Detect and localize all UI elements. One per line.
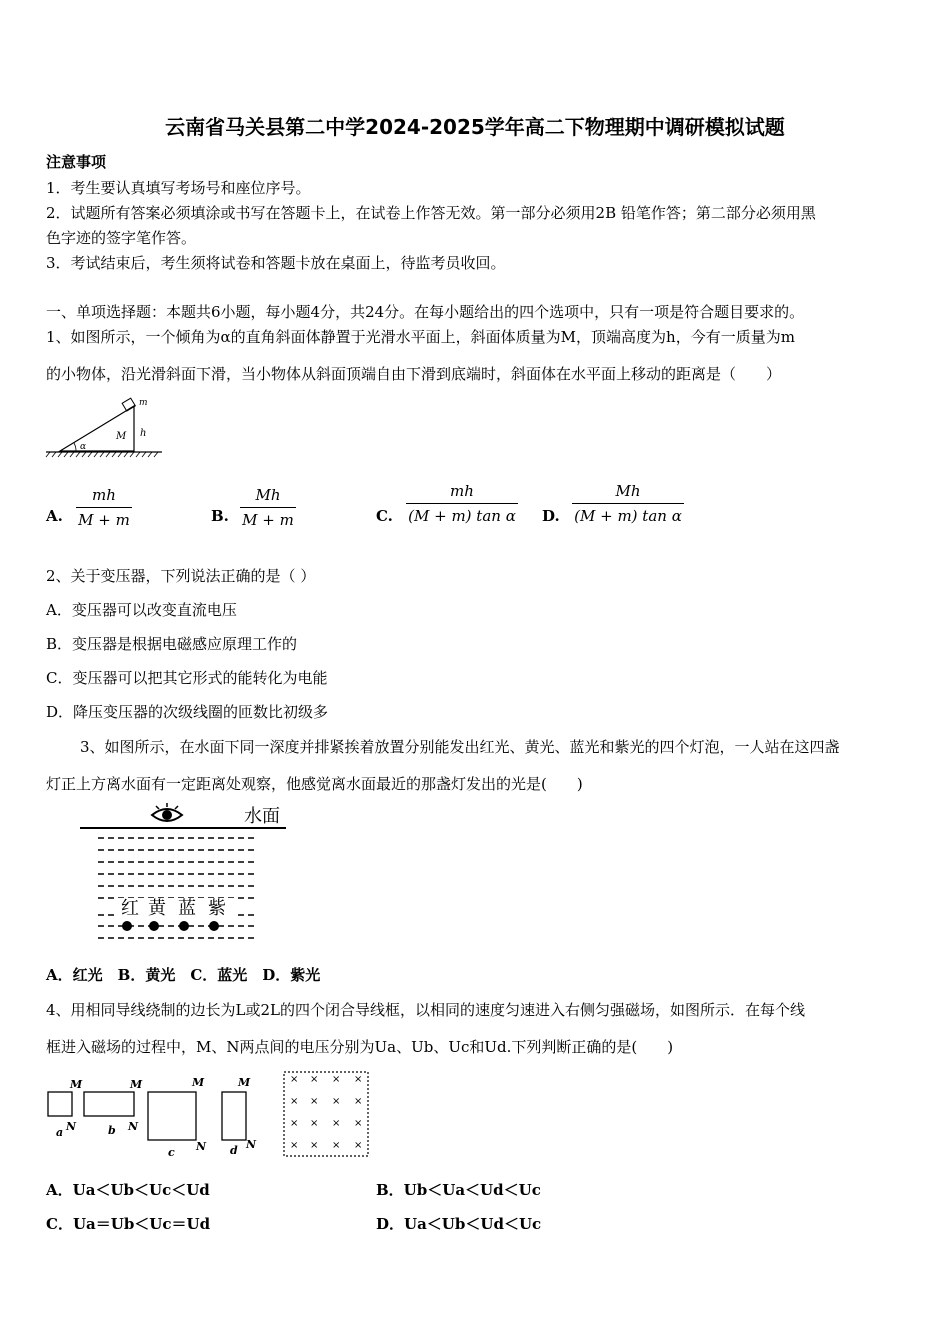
point-N: N [128, 1120, 139, 1133]
question-1-stem-cont: 的小物体，沿光滑斜面下滑，当小物体从斜面顶端自由下滑到底端时，斜面体在水平面上移动的距离是（ ） [46, 365, 782, 383]
option-c-label: C. [376, 507, 393, 525]
fraction-denominator: (M + m) tan α [408, 507, 516, 525]
label-M: M [116, 431, 127, 442]
frame-label-d: d [230, 1144, 238, 1157]
point-M: M [238, 1076, 251, 1089]
frame-c [148, 1092, 196, 1140]
notice-heading: 注意事项 [46, 153, 107, 171]
field-cross-icon: × [332, 1074, 341, 1085]
notice-item: 1．考生要认真填写考场号和座位序号。 [46, 179, 311, 197]
water-lamps-figure [76, 800, 290, 948]
question-4-option: C．Ua＝Ub＜Uc＝Ud [46, 1215, 211, 1233]
fraction-numerator: Mh [615, 482, 641, 500]
frame-label-c: c [168, 1146, 175, 1159]
field-cross-icon: × [332, 1118, 341, 1129]
incline-figure [46, 396, 166, 458]
question-4-option: A．Ua＜Ub＜Uc＜Ud [46, 1181, 210, 1199]
lamp-blue [179, 921, 189, 931]
field-cross-icon: × [354, 1140, 363, 1151]
label-m: m [139, 398, 148, 408]
question-4-option: D．Ua＜Ub＜Ud＜Uc [376, 1215, 542, 1233]
notice-item: 3．考试结束后，考生须将试卷和答题卡放在桌面上，待监考员收回。 [46, 254, 506, 272]
section-heading: 一、单项选择题：本题共6小题，每小题4分，共24分。在每小题给出的四个选项中，只有一项是符合题目要求的。 [46, 303, 805, 321]
label-alpha: α [80, 442, 87, 452]
fraction-denominator: M + m [242, 511, 294, 529]
field-cross-icon: × [332, 1096, 341, 1107]
frame-label-a: a [56, 1126, 64, 1139]
option-b-label: B. [211, 507, 229, 525]
frame-b [84, 1092, 134, 1116]
option-a-fraction [76, 485, 132, 530]
question-2-option: D．降压变压器的次级线圈的匝数比初级多 [46, 703, 329, 721]
question-1-stem: 1、如图所示，一个倾角为α的直角斜面体静置于光滑水平面上，斜面体质量为M，顶端高度为h，今有一质量为m [46, 328, 795, 346]
frame-d [222, 1092, 246, 1140]
point-N: N [196, 1140, 207, 1153]
eye-icon [152, 803, 182, 821]
field-cross-icon: × [310, 1118, 319, 1129]
lamp-purple [209, 921, 219, 931]
fraction-denominator: (M + m) tan α [574, 507, 682, 525]
lamp-label-purple: 紫 [208, 898, 226, 919]
question-4-option: B．Ub＜Ua＜Ud＜Uc [376, 1181, 541, 1199]
field-cross-icon: × [290, 1096, 299, 1107]
lamp-label-yellow: 黄 [148, 898, 166, 919]
frame-a [48, 1092, 72, 1116]
field-cross-icon: × [290, 1074, 299, 1085]
point-N: N [66, 1120, 77, 1133]
question-4-stem: 4、用相同导线绕制的边长为L或2L的四个闭合导线框，以相同的速度匀速进入右侧匀强磁场，如图所示．在每个线 [46, 1001, 806, 1019]
option-c-fraction [406, 481, 518, 526]
question-2-option: B．变压器是根据电磁感应原理工作的 [46, 635, 298, 653]
point-N: N [246, 1138, 257, 1151]
lamp-red [122, 921, 132, 931]
question-2-option: A．变压器可以改变直流电压 [46, 601, 237, 619]
wire-frames-figure [46, 1068, 376, 1162]
point-M: M [192, 1076, 205, 1089]
field-cross-icon: × [354, 1118, 363, 1129]
fraction-denominator: M + m [78, 511, 130, 529]
notice-item: 色字迹的签字笔作答。 [46, 229, 197, 247]
field-cross-icon: × [354, 1074, 363, 1085]
fraction-numerator: mh [92, 486, 116, 504]
question-3-options: A．红光 B．黄光 C．蓝光 D．紫光 [46, 966, 321, 984]
label-h: h [140, 428, 147, 439]
page-title: 云南省马关县第二中学2024-2025学年高二下物理期中调研模拟试题 [165, 115, 785, 139]
lamp-label-blue: 蓝 [178, 898, 196, 919]
frame-label-b: b [108, 1124, 116, 1137]
field-cross-icon: × [310, 1096, 319, 1107]
field-cross-icon: × [290, 1118, 299, 1129]
magnetic-field-crosses [290, 1074, 362, 1151]
question-2-option: C．变压器可以把其它形式的能转化为电能 [46, 669, 328, 687]
question-4-stem-cont: 框进入磁场的过程中，M、N两点间的电压分别为Ua、Ub、Uc和Ud.下列判断正确的是( ) [46, 1038, 674, 1056]
option-d-fraction [572, 481, 684, 526]
field-cross-icon: × [354, 1096, 363, 1107]
point-M: M [70, 1078, 83, 1091]
option-a-label: A. [46, 507, 63, 525]
field-cross-icon: × [310, 1074, 319, 1085]
point-M: M [130, 1078, 143, 1091]
fraction-numerator: Mh [255, 486, 281, 504]
question-2-stem: 2、关于变压器，下列说法正确的是（ ） [46, 567, 316, 585]
field-cross-icon: × [332, 1140, 341, 1151]
lamp-label-red: 红 [121, 898, 139, 919]
lamp-yellow [149, 921, 159, 931]
question-3-stem-cont: 灯正上方离水面有一定距离处观察，他感觉离水面最近的那盏灯发出的光是( ) [46, 775, 583, 793]
field-cross-icon: × [290, 1140, 299, 1151]
water-surface-label: 水面 [244, 806, 280, 827]
option-d-label: D. [542, 507, 560, 525]
fraction-numerator: mh [450, 482, 474, 500]
question-3-stem: 3、如图所示，在水面下同一深度并排紧挨着放置分别能发出红光、黄光、蓝光和紫光的四个灯泡，一人站在这四盏 [80, 738, 840, 756]
option-b-fraction [240, 485, 296, 530]
field-cross-icon: × [310, 1140, 319, 1151]
notice-item: 2．试题所有答案必须填涂或书写在答题卡上，在试卷上作答无效。第一部分必须用2B 铅笔作答；第二部分必须用黑 [46, 204, 816, 222]
